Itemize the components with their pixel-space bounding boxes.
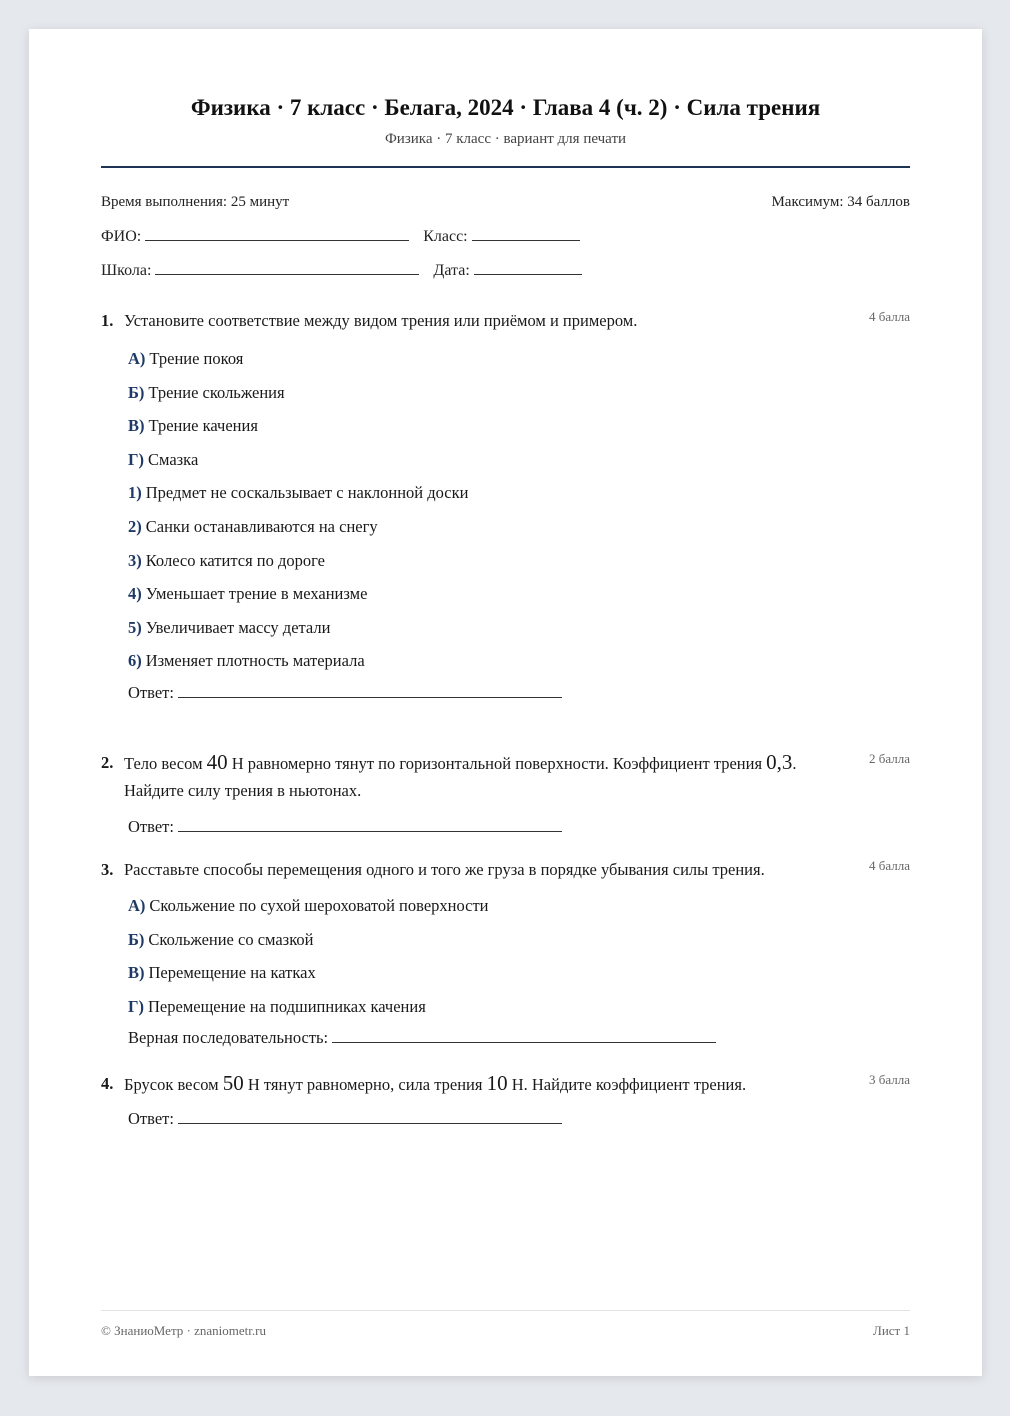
answer-label: Ответ: <box>128 682 174 702</box>
date-field[interactable] <box>474 260 582 275</box>
question-text: Расставьте способы перемещения одного и того же груза в порядке убывания силы трения. <box>124 860 765 879</box>
question-points: 4 балла <box>869 309 910 324</box>
answer-row <box>128 1104 910 1134</box>
question-points: 4 балла <box>869 858 910 873</box>
answer-field[interactable] <box>178 1109 562 1124</box>
answer-label: Ответ: <box>128 1109 174 1128</box>
question-1 <box>101 307 910 708</box>
fio-row <box>101 226 580 246</box>
meta-row <box>101 194 910 211</box>
question-number: 4. <box>101 1074 114 1093</box>
school-row <box>101 260 582 280</box>
page-subtitle: Физика · 7 класс · вариант для печати <box>384 131 627 147</box>
answer-row <box>128 812 910 842</box>
footer-copyright: © ЗнаниоМетр · znaniometr.ru <box>101 1323 266 1338</box>
page-title: Физика · 7 класс · Белага, 2024 · Глава 4 (ч. 2) · Сила трения <box>190 95 821 120</box>
school-label: Школа: <box>101 262 152 279</box>
question-text: Установите соответствие между видом трения или приёмом и примером. <box>124 311 638 330</box>
answer-field[interactable] <box>178 683 562 698</box>
class-field[interactable] <box>472 226 580 241</box>
school-field[interactable] <box>155 260 419 275</box>
option-g: Г) Смазка <box>128 449 199 469</box>
option-b: Б) Скольжение со смазкой <box>128 929 314 949</box>
question-number: 1. <box>101 311 114 330</box>
sequence-row <box>128 1023 910 1053</box>
question-points: 3 балла <box>869 1072 910 1087</box>
friction-force-value: 10 <box>486 1071 508 1095</box>
question-number: 3. <box>101 860 114 879</box>
question-2: 2. Тело весом 40 Н равномерно тянут по горизонтальной поверхности. Коэффициент трения 0,3. Найдите силу трения в ньютонах. 2 балла Ответ: <box>101 749 910 842</box>
weight-value: 50 <box>222 1071 244 1095</box>
answer-field[interactable] <box>178 817 562 832</box>
option-6: 6) Изменяет плотность материала <box>128 651 365 671</box>
option-4: 4) Уменьшает трение в механизме <box>128 584 368 604</box>
option-2: 2) Санки останавливаются на снегу <box>128 516 378 536</box>
class-label: Класс: <box>423 228 468 245</box>
question-number: 2. <box>101 753 114 772</box>
header-divider <box>101 166 910 168</box>
option-v: В) Перемещение на катках <box>128 963 316 983</box>
option-v: В) Трение качения <box>128 416 258 436</box>
sequence-label: Верная последовательность: <box>128 1028 329 1048</box>
question-4: 4. Брусок весом 50 Н тянут равномерно, сила трения 10 Н. Найдите коэффициент трения. 3 балла Ответ: <box>101 1070 910 1134</box>
answer-label: Ответ: <box>128 817 174 836</box>
footer <box>101 1323 910 1339</box>
option-5: 5) Увеличивает массу детали <box>128 617 331 637</box>
friction-coefficient-value: 0,3 <box>766 750 793 774</box>
option-a: А) Скольжение по сухой шероховатой поверхности <box>128 896 489 915</box>
max-score: Максимум: 34 баллов <box>771 194 910 210</box>
time-limit: Время выполнения: 25 минут <box>101 194 290 210</box>
footer-divider <box>101 1310 910 1311</box>
date-label: Дата: <box>433 262 470 279</box>
option-a: А) Трение покоя <box>128 349 244 368</box>
fio-label: ФИО: <box>101 228 142 245</box>
sequence-field[interactable] <box>332 1028 716 1043</box>
question-3 <box>101 856 910 1053</box>
option-g: Г) Перемещение на подшипниках качения <box>128 996 426 1016</box>
sheet-number: Лист 1 <box>873 1323 910 1338</box>
fio-field[interactable] <box>145 226 409 241</box>
question-points: 2 балла <box>869 751 910 766</box>
option-1: 1) Предмет не соскальзывает с наклонной доски <box>128 483 469 503</box>
option-3: 3) Колесо катится по дороге <box>128 550 326 570</box>
answer-row <box>128 678 910 708</box>
option-b: Б) Трение скольжения <box>128 382 285 402</box>
worksheet-page <box>29 29 982 1376</box>
weight-value: 40 <box>206 750 228 774</box>
